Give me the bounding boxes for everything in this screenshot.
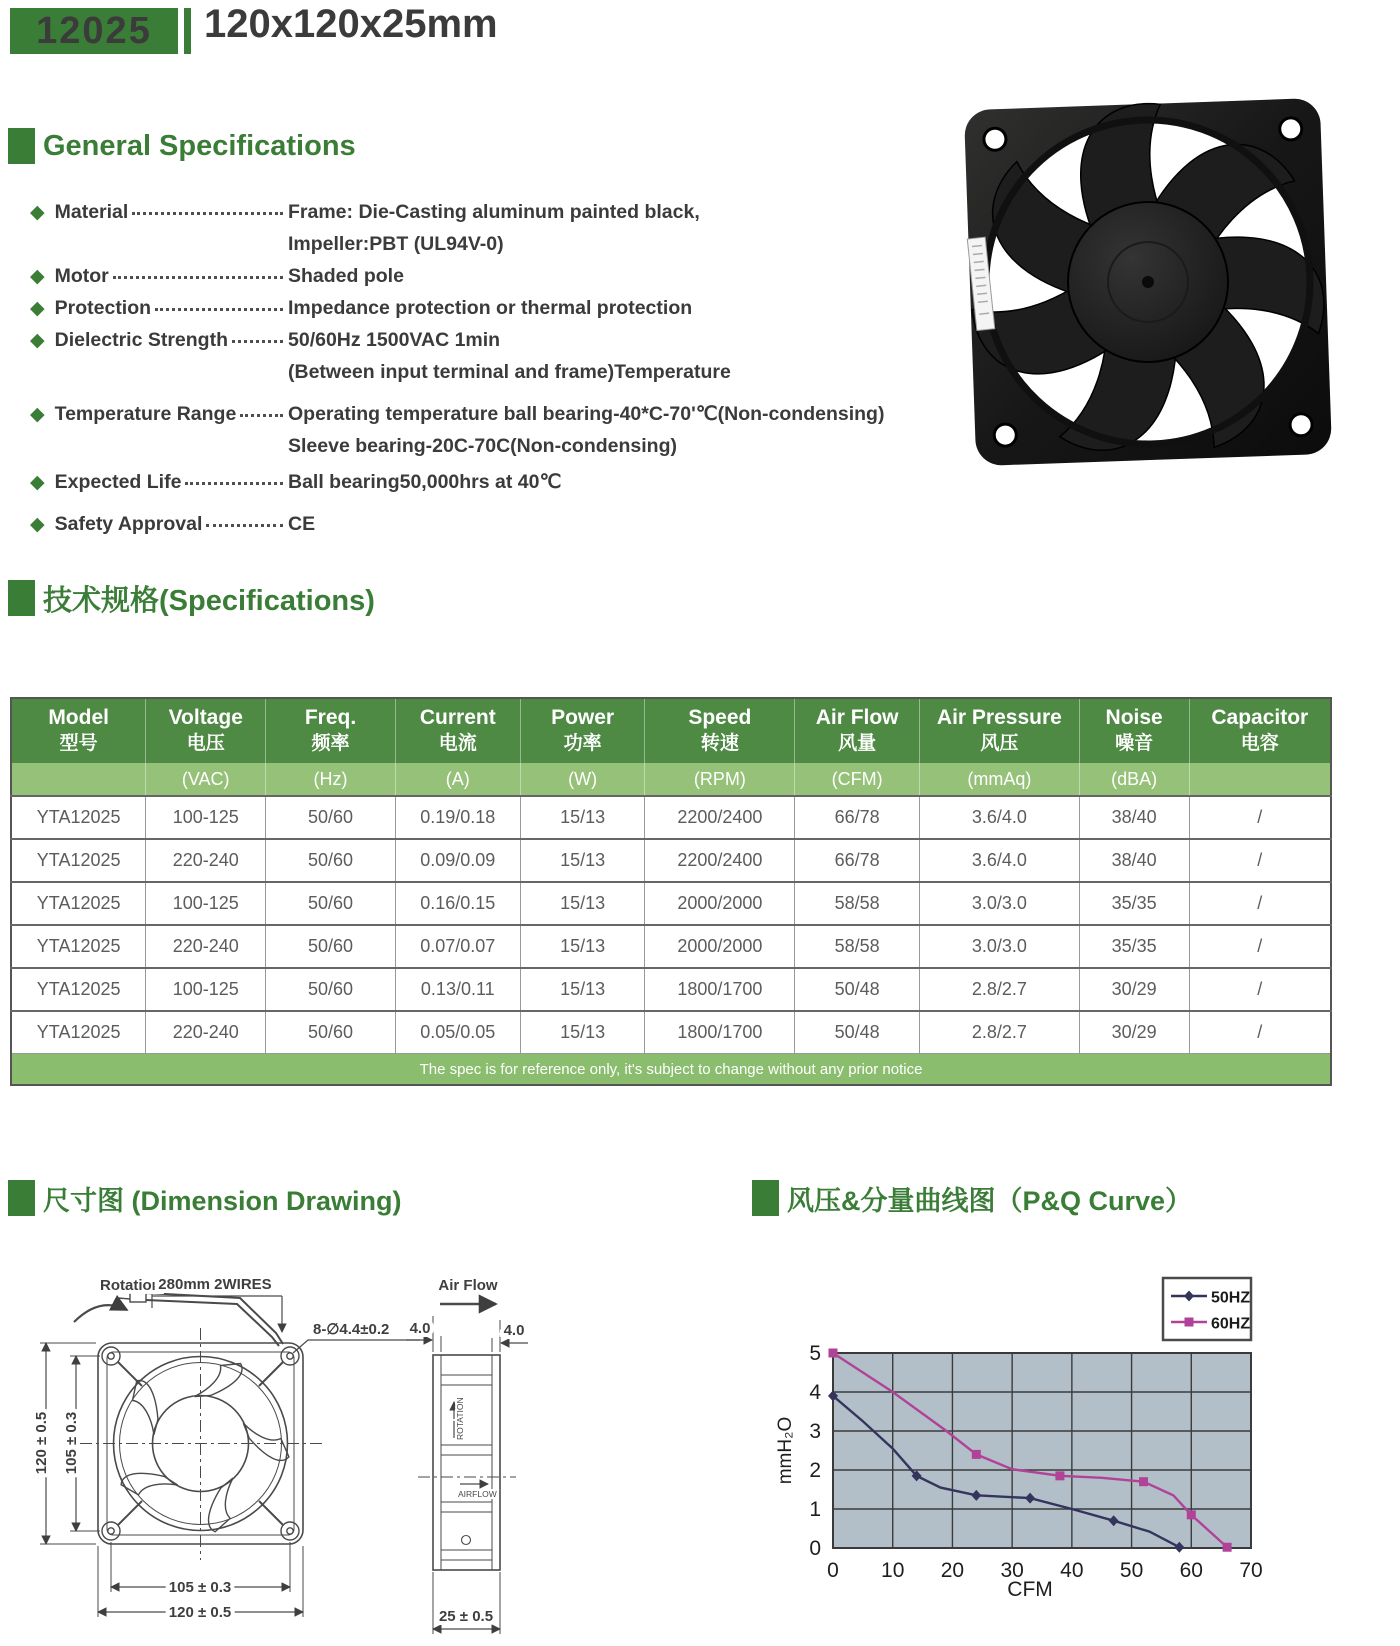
table-cell: 2000/2000: [645, 882, 795, 925]
header-zh: 风压: [980, 733, 1019, 754]
svg-text:2: 2: [809, 1459, 821, 1482]
height-dim-label: 120 ± 0.5: [33, 1411, 50, 1475]
table-header-cell: [795, 698, 920, 763]
dot-leader: [113, 276, 283, 279]
table-cell: /: [1189, 1011, 1331, 1054]
hole-span-h-label: 105 ± 0.3: [168, 1579, 232, 1596]
diamond-bullet-icon: ◆: [30, 330, 45, 351]
spec-item-label: Safety Approval: [54, 513, 203, 535]
table-cell: 35/35: [1079, 882, 1189, 925]
unit-cell: (CFM): [795, 763, 920, 796]
table-cell: YTA12025: [11, 839, 146, 882]
spec-table-heading: [8, 576, 375, 620]
table-cell: 220-240: [146, 925, 266, 968]
dimension-drawing: [30, 1240, 590, 1646]
table-cell: 15/13: [520, 839, 645, 882]
table-header-cell: [146, 698, 266, 763]
table-cell: YTA12025: [11, 882, 146, 925]
table-cell: 35/35: [1079, 925, 1189, 968]
rotation-side-label: ROTATION: [455, 1397, 465, 1440]
spec-item-label: Motor: [54, 265, 109, 287]
table-cell: 0.07/0.07: [395, 925, 520, 968]
table-header-cell: [266, 698, 396, 763]
spec-table-heading-text: 技术规格(Specifications): [43, 584, 375, 617]
spec-item-value: Impeller:PBT (UL94V-0): [288, 233, 504, 255]
table-cell: 0.05/0.05: [395, 1011, 520, 1054]
legend-label-60HZ: 60HZ: [1211, 1315, 1251, 1333]
table-header-cell: [11, 698, 146, 763]
header-zh: 电流: [438, 733, 477, 754]
spec-item: [30, 262, 960, 291]
width-dim-label: 120 ± 0.5: [168, 1604, 232, 1621]
header-en: Noise: [1105, 706, 1163, 729]
spec-item-value: 50/60Hz 1500VAC 1min: [288, 329, 501, 351]
header-en: Air Pressure: [936, 706, 1062, 729]
units-row: [11, 763, 1331, 796]
svg-text:0: 0: [827, 1559, 839, 1582]
spec-item-label: Expected Life: [54, 471, 182, 493]
dot-leader: [132, 212, 283, 215]
svg-text:70: 70: [1239, 1559, 1263, 1582]
y-tick-labels: [809, 1342, 821, 1560]
header-zh: 转速: [700, 733, 739, 754]
diamond-bullet-icon: ◆: [30, 514, 45, 535]
section-square-icon: [752, 1180, 779, 1216]
general-specs-heading-text: General Specifications: [43, 129, 356, 162]
table-row: [11, 839, 1331, 882]
table-cell: 2200/2400: [645, 839, 795, 882]
table-cell: YTA12025: [11, 1011, 146, 1054]
spec-item: [30, 510, 960, 539]
unit-cell: (VAC): [146, 763, 266, 796]
spec-item-label: Dielectric Strength: [54, 329, 229, 351]
table-cell: 100-125: [146, 968, 266, 1011]
pq-curve-heading-text: 风压&分量曲线图（P&Q Curve）: [787, 1185, 1193, 1216]
header-en: Power: [551, 706, 615, 729]
header-zh: 噪音: [1115, 733, 1154, 754]
header-zh: 频率: [311, 733, 350, 754]
table-cell: 1800/1700: [645, 968, 795, 1011]
spec-item-value: Operating temperature ball bearing-40*C-70'℃(Non-condensing): [288, 403, 885, 425]
dot-leader: [232, 340, 283, 343]
holes-label: 8-∅4.4±0.2: [313, 1321, 390, 1338]
spec-item: [30, 198, 960, 259]
table-header-cell: [645, 698, 795, 763]
table-header-cell: [919, 698, 1079, 763]
dot-leader: [206, 524, 283, 527]
table-cell: 220-240: [146, 1011, 266, 1054]
spec-item: [30, 294, 960, 323]
table-cell: 66/78: [795, 796, 920, 839]
hole-span-v-label: 105 ± 0.3: [63, 1411, 80, 1475]
section-square-icon: [8, 128, 35, 164]
section-square-icon: [8, 1180, 35, 1216]
header-zh: 电压: [186, 733, 225, 754]
table-cell: YTA12025: [11, 796, 146, 839]
spec-item-value: Sleeve bearing-20C-70C(Non-condensing): [288, 435, 677, 457]
fan-product-photo: [948, 82, 1348, 482]
table-cell: 58/58: [795, 925, 920, 968]
table-cell: /: [1189, 925, 1331, 968]
table-header-cell: [520, 698, 645, 763]
air-flow-label: Air Flow: [438, 1277, 498, 1294]
spec-item-value: CE: [288, 513, 316, 535]
spec-item-value: (Between input terminal and frame)Temperature: [288, 361, 731, 383]
table-cell: 15/13: [520, 925, 645, 968]
table-cell: 50/60: [266, 1011, 396, 1054]
table-cell: 0.16/0.15: [395, 882, 520, 925]
table-cell: 30/29: [1079, 968, 1189, 1011]
header-zh: 电容: [1240, 733, 1279, 754]
table-cell: /: [1189, 968, 1331, 1011]
spec-item-label: Material: [54, 201, 129, 223]
wires-label: 280mm 2WIRES: [158, 1276, 272, 1293]
spec-item-value: Impedance protection or thermal protection: [288, 297, 693, 319]
header-en: Speed: [688, 706, 752, 729]
spec-item: [30, 400, 960, 461]
header-en: Model: [48, 706, 109, 729]
x-axis-label: CFM: [1007, 1578, 1053, 1601]
spec-table: [10, 697, 1332, 1086]
table-cell: /: [1189, 796, 1331, 839]
table-cell: 15/13: [520, 1011, 645, 1054]
svg-text:60: 60: [1179, 1559, 1203, 1582]
svg-text:50: 50: [1119, 1559, 1144, 1582]
header-en: Capacitor: [1211, 706, 1309, 729]
unit-cell: (RPM): [645, 763, 795, 796]
svg-text:40: 40: [1060, 1559, 1084, 1582]
table-cell: 50/60: [266, 925, 396, 968]
table-cell: YTA12025: [11, 968, 146, 1011]
svg-text:4: 4: [809, 1381, 821, 1404]
svg-text:3: 3: [809, 1420, 821, 1443]
flange-right-label: 4.0: [503, 1322, 525, 1339]
table-cell: 58/58: [795, 882, 920, 925]
table-cell: 220-240: [146, 839, 266, 882]
table-cell: 2.8/2.7: [919, 968, 1079, 1011]
spec-item-value: Ball bearing50,000hrs at 40℃: [288, 471, 562, 493]
table-row: [11, 1011, 1331, 1054]
table-header-cell: [395, 698, 520, 763]
unit-cell: [1189, 763, 1331, 796]
spec-item: [30, 468, 960, 497]
header-zh: 风量: [838, 733, 877, 754]
diamond-bullet-icon: ◆: [30, 472, 45, 493]
table-cell: 50/60: [266, 968, 396, 1011]
unit-cell: (A): [395, 763, 520, 796]
header-divider: [184, 8, 191, 54]
table-cell: 3.0/3.0: [919, 882, 1079, 925]
table-cell: 2200/2400: [645, 796, 795, 839]
pq-curve-heading: [752, 1176, 1192, 1220]
table-cell: 50/60: [266, 882, 396, 925]
svg-text:0: 0: [809, 1537, 821, 1560]
spec-item-value: Shaded pole: [288, 265, 404, 287]
table-cell: 30/29: [1079, 1011, 1189, 1054]
header-zh: 型号: [59, 733, 98, 754]
table-cell: 100-125: [146, 882, 266, 925]
spec-item-value: Frame: Die-Casting aluminum painted black,: [288, 201, 700, 223]
table-row: [11, 925, 1331, 968]
table-header-cell: [1079, 698, 1189, 763]
diamond-bullet-icon: ◆: [30, 298, 45, 319]
section-square-icon: [8, 580, 35, 616]
unit-cell: (dBA): [1079, 763, 1189, 796]
table-cell: 0.19/0.18: [395, 796, 520, 839]
table-cell: 38/40: [1079, 796, 1189, 839]
table-cell: 3.0/3.0: [919, 925, 1079, 968]
unit-cell: (mmAq): [919, 763, 1079, 796]
svg-text:10: 10: [881, 1559, 905, 1582]
table-cell: 15/13: [520, 882, 645, 925]
header-en: Freq.: [304, 706, 357, 729]
page-title: 120x120x25mm: [204, 2, 498, 46]
header-en: Air Flow: [815, 706, 899, 729]
table-cell: 15/13: [520, 968, 645, 1011]
table-row: [11, 796, 1331, 839]
table-cell: /: [1189, 839, 1331, 882]
dot-leader: [240, 414, 283, 417]
spec-item-label: Temperature Range: [54, 403, 237, 425]
diamond-bullet-icon: ◆: [30, 404, 45, 425]
diamond-bullet-icon: ◆: [30, 202, 45, 223]
header-en: Current: [419, 706, 496, 729]
table-cell: 3.6/4.0: [919, 796, 1079, 839]
table-row: [11, 968, 1331, 1011]
dimension-heading-text: 尺寸图 (Dimension Drawing): [43, 1185, 402, 1216]
airflow-side-label: AIRFLOW: [458, 1489, 497, 1499]
table-cell: /: [1189, 882, 1331, 925]
diamond-bullet-icon: ◆: [30, 266, 45, 287]
rotation-label: Rotation: [100, 1277, 161, 1294]
table-cell: 15/13: [520, 796, 645, 839]
table-cell: 50/48: [795, 1011, 920, 1054]
dimension-heading: [8, 1176, 402, 1220]
table-cell: 2000/2000: [645, 925, 795, 968]
general-specs-list: [30, 198, 960, 542]
general-specs-heading: [8, 124, 356, 168]
unit-cell: [11, 763, 146, 796]
svg-text:20: 20: [940, 1559, 965, 1582]
spec-item: [30, 326, 960, 387]
unit-cell: (Hz): [266, 763, 396, 796]
table-header-cell: [1189, 698, 1331, 763]
svg-text:5: 5: [809, 1342, 821, 1365]
header-zh: 功率: [563, 733, 602, 754]
spec-item-label: Protection: [54, 297, 152, 319]
table-cell: 100-125: [146, 796, 266, 839]
table-cell: 38/40: [1079, 839, 1189, 882]
unit-cell: (W): [520, 763, 645, 796]
svg-text:30: 30: [1000, 1559, 1024, 1582]
pq-curve-chart: [757, 1252, 1357, 1646]
table-cell: 1800/1700: [645, 1011, 795, 1054]
model-badge: 12025: [10, 8, 178, 54]
table-cell: 50/48: [795, 968, 920, 1011]
dot-leader: [155, 308, 283, 311]
table-row: [11, 882, 1331, 925]
table-cell: 50/60: [266, 839, 396, 882]
table-cell: 0.09/0.09: [395, 839, 520, 882]
dot-leader: [185, 482, 283, 485]
table-footer-note: The spec is for reference only, it's subject to change without any prior notice: [11, 1054, 1331, 1086]
table-cell: 2.8/2.7: [919, 1011, 1079, 1054]
depth-dim-label: 25 ± 0.5: [438, 1608, 494, 1625]
legend: [1163, 1278, 1251, 1340]
flange-left-label: 4.0: [409, 1320, 431, 1337]
legend-label-50HZ: 50HZ: [1211, 1289, 1251, 1307]
table-cell: 50/60: [266, 796, 396, 839]
y-axis-label: mmH₂O: [775, 1416, 796, 1485]
header-en: Voltage: [168, 706, 243, 729]
svg-text:1: 1: [809, 1498, 821, 1521]
table-cell: 3.6/4.0: [919, 839, 1079, 882]
table-cell: 66/78: [795, 839, 920, 882]
table-cell: 0.13/0.11: [395, 968, 520, 1011]
table-cell: YTA12025: [11, 925, 146, 968]
